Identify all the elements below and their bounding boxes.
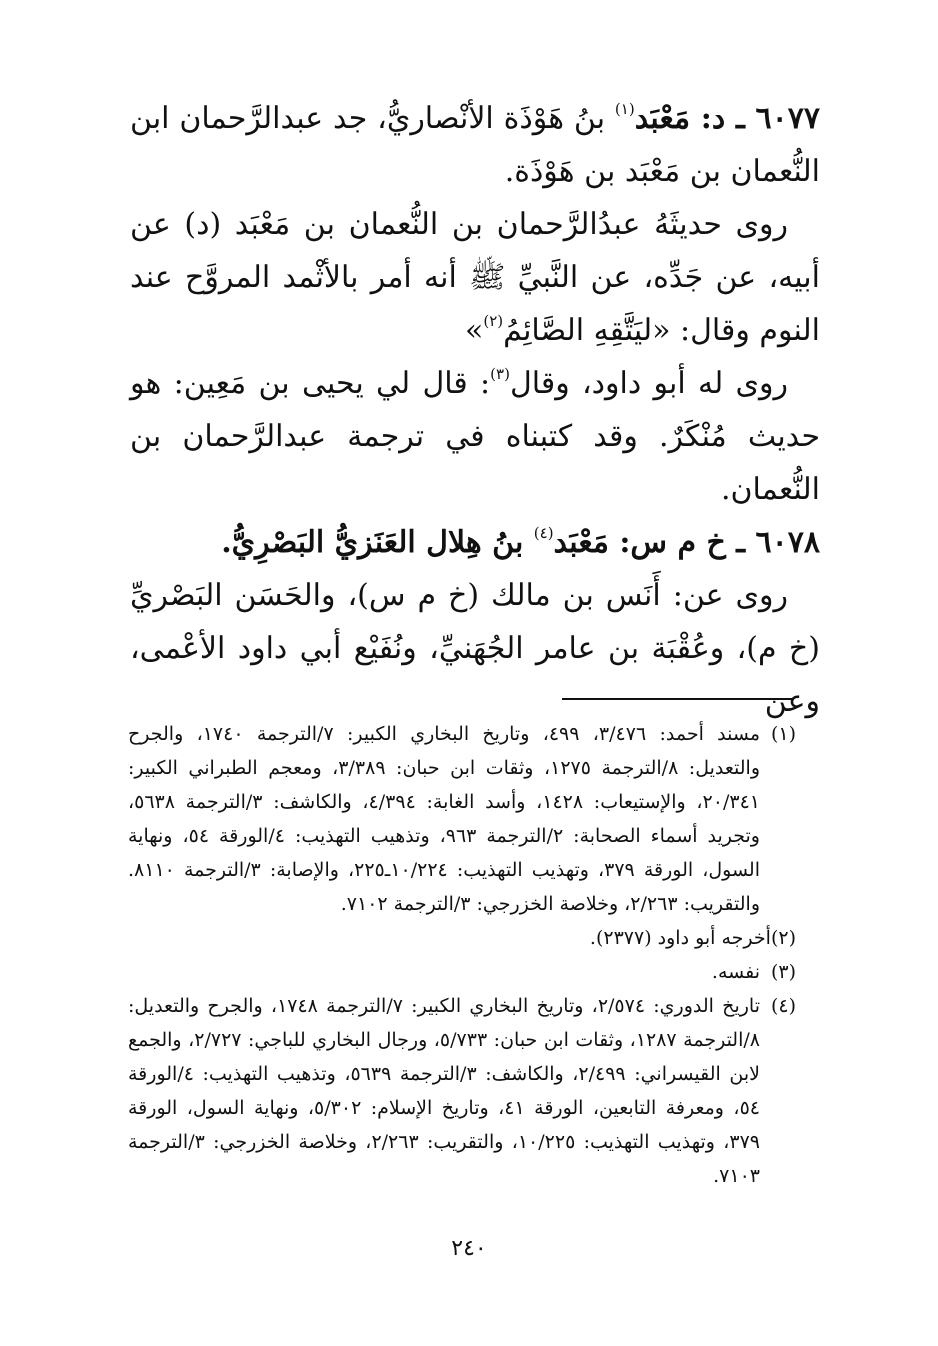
entry-6077-hadith-text: روى حديثَهُ عبدُالرَّحمان بن النُّعمان بن مَعْبَد (د) عن أبيه، عن جَدِّه، عن النَّبيِّ ﷺ أنه أمر بالأثْمد المروَّح عند النوم وقال: «ليَتَّقِهِ الصَّائِمُ: [130, 207, 820, 348]
entry-6078-number-name: ٦٠٧٨ ـ خ م س: مَعْبَد: [553, 525, 820, 560]
footnote-number: (١): [770, 723, 796, 745]
entry-6077-narration-paragraph: [130, 357, 820, 516]
footnote-3: [128, 955, 796, 989]
entry-6078-lineage: بنُ هِلال العَنَزيُّ البَصْرِيُّ.: [221, 525, 534, 560]
entry-6077-number-name: ٦٠٧٧ ـ د: مَعْبَد: [634, 101, 820, 136]
entry-6078-heading: [130, 516, 820, 569]
entry-6077-narration-text-b: : قال لي يحيى بن مَعِين: هو حديث مُنْكَرٌ. وقد كتبناه في ترجمة عبدالرَّحمان بن النُّعمان.: [130, 366, 820, 507]
page-number: ٢٤٠: [451, 1236, 487, 1261]
entry-6078-narrators-paragraph: روى عن: أَنَس بن مالك (خ م س)، والحَسَن البَصْريِّ (خ م)، وعُقْبَة بن عامر الجُهَنيِّ، ونُفَيْع أبي داود الأعْمى، وعن: [130, 578, 820, 719]
entry-6077-quote-close: »: [464, 313, 484, 348]
footnote-text: تاريخ الدوري: ٢/٥٧٤، وتاريخ البخاري الكبير: ٧/الترجمة ١٧٤٨، والجرح والتعديل: ٨/الترجمة ١٢٨٧، وثقات ابن حبان: ٥/٧٣٣، ورجال البخاري للباجي: ٢/٧٢٧، والجمع لابن القيسراني: ٢/٤٩٩، والكاشف: ٣/الترجمة ٥٦٣٩، وتذهيب التهذيب: ٤/الورقة ٥٤، ومعرفة التابعين، الورقة ٤١، وتاريخ الإسلام: ٥/٣٠٢، ونهاية السول، الورقة ٣٧٩، وتهذيب التهذيب: ١٠/٢٢٥، والتقريب: ٢/٢٦٣، وخلاصة الخزرجي: ٣/الترجمة ٧١٠٣.: [128, 995, 760, 1187]
entry-6077-narration-text-a: روى له أبو داود، وقال: [509, 366, 788, 401]
footnote-text: نفسه.: [711, 961, 760, 983]
footnote-ref-1: (١): [614, 100, 635, 118]
footnote-ref-3: (٣): [490, 365, 510, 383]
footnote-2: [128, 921, 796, 955]
main-text: [130, 92, 820, 728]
footnote-4: [128, 989, 796, 1193]
footnote-text: مسند أحمد: ٣/٤٧٦، ٤٩٩، وتاريخ البخاري الكبير: ٧/الترجمة ١٧٤٠، والجرح والتعديل: ٨/الترجمة ١٢٧٥، وثقات ابن حبان: ٣/٣٨٩، ومعجم الطبراني الكبير: ٢٠/٣٤١، والإستيعاب: ١٤٢٨، وأسد الغابة: ٤/٣٩٤، والكاشف: ٣/الترجمة ٥٦٣٨، وتجريد أسماء الصحابة: ٢/الترجمة ٩٦٣، وتذهيب التهذيب: ٤/الورقة ٥٤، ونهاية السول، الورقة ٣٧٩، وتهذيب التهذيب: ١٠/٢٢٤ـ٢٢٥، والإصابة: ٣/الترجمة ٨١١٠. والتقريب: ٢/٢٦٣، وخلاصة الخزرجي: ٣/الترجمة ٧١٠٢.: [128, 723, 761, 915]
entry-6077-hadith-paragraph: [130, 198, 820, 357]
entry-6077-heading: [130, 92, 820, 198]
footnote-separator: [562, 698, 794, 700]
footnote-ref-2: (٢): [483, 312, 504, 330]
footnote-1: [128, 717, 796, 921]
footnote-number: (٤): [770, 995, 796, 1017]
entry-6077-lineage: بنُ هَوْذَة الأنْصاريُّ، جد عبدالرَّحمان ابن النُّعمان بن مَعْبَد بن هَوْذَة.: [130, 101, 820, 189]
footnote-number: (٣): [770, 961, 796, 983]
footnote-number: (٢): [770, 927, 796, 949]
footnote-ref-4: (٤): [533, 524, 554, 542]
footnotes: [128, 717, 796, 1193]
footnote-text: أخرجه أبو داود (٢٣٧٧).: [589, 927, 771, 949]
